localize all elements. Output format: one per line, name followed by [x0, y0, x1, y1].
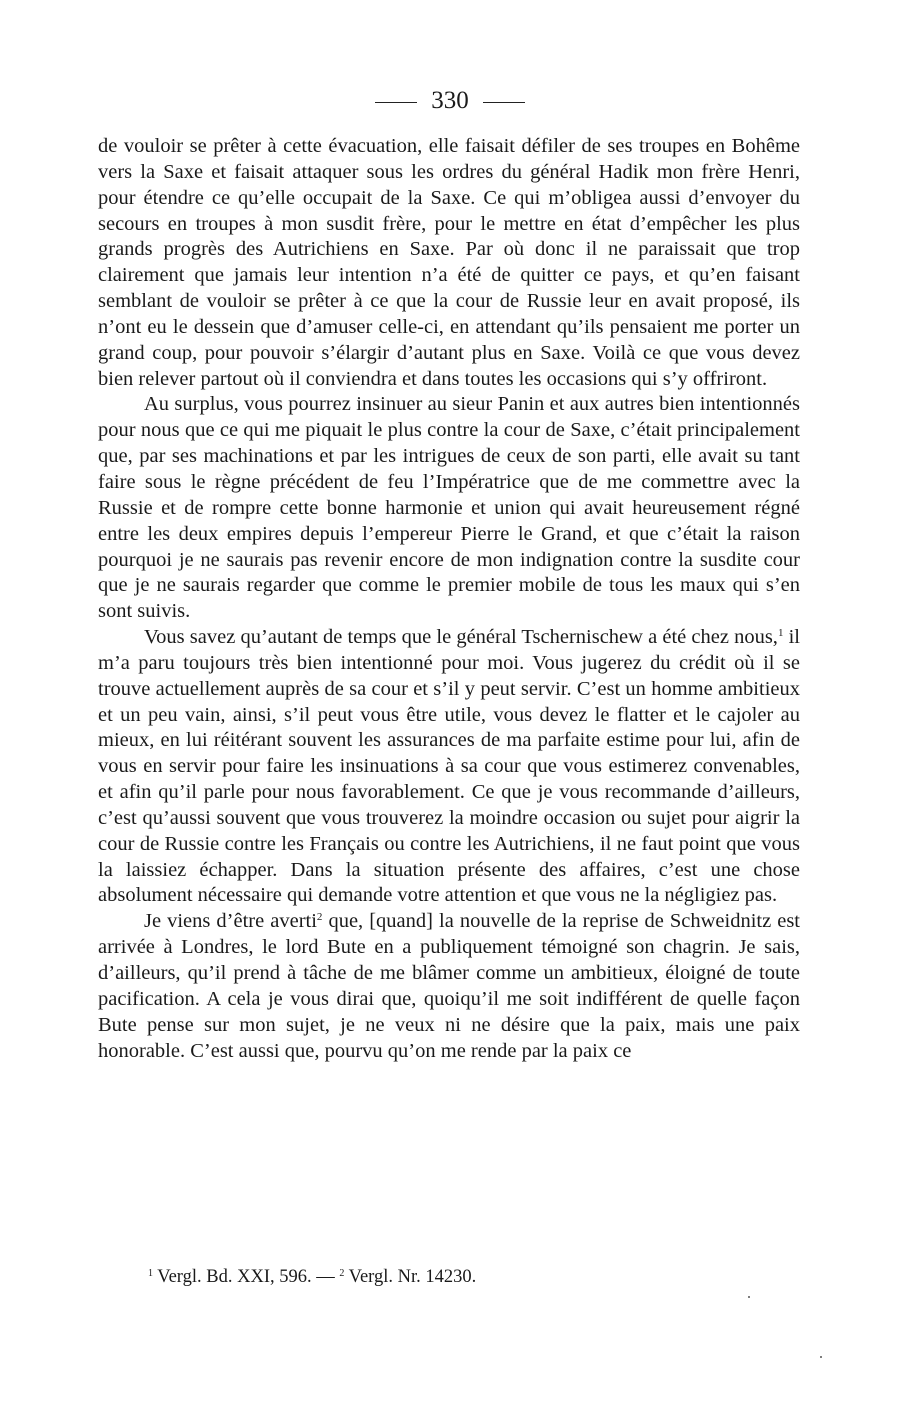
footnote-1-marker: 1 — [148, 1268, 153, 1279]
paragraph-text: Au surplus, vous pourrez insinuer au sieur Panin et aux autres bien intentionnés pour nous que ce qui me piquait le plus contre la cour de Saxe, c’était principalement que, par ses machinations et par les intrigues de ceux de son parti, elle avait su tant faire sous le règne précédent de feu l’Impératrice que de me commettre avec la Russie et de rompre cette bonne harmonie et union qui avait heureusement régné entre les deux empires depuis l’empereur Pierre le Grand, et que c’était la raison pourquoi je ne saurais pas revenir encore de mon indignation contre la susdite cour que je ne saurais regarder que comme le premier mobile de tous les maux qui s’en sont suivis. — [98, 393, 800, 623]
paragraph-text: il m’a paru toujours très bien intentionné pour moi. Vous jugerez du crédit où il se trouve actuellement auprès de sa cour et s’il y peut servir. C’est un homme ambitieux et un peu vain, ainsi, s’il peut vous être utile, vous devez le flatter et le cajoler au mieux, en lui réitérant souvent les assurances de ma parfaite estime pour lui, afin de vous en servir pour faire les insinuations à sa cour que vous estimerez convenables, et afin qu’il parle pour nous favorablement. Ce que je vous recommande d’ailleurs, c’est qu’aussi souvent que vous trouverez la moindre occasion ou sujet pour aigrir la cour de Russie contre les Français ou contre les Autrichiens, il ne faut point que vous la laissiez échapper. Dans la situation présente des affaires, c’est une chose absolument nécessaire qui demande votre attention et que vous ne la négligiez pas. — [98, 626, 800, 907]
footnotes — [148, 1265, 476, 1289]
header-right-rule — [483, 102, 525, 103]
paragraph — [98, 392, 800, 625]
paragraph-text: Je viens d’être averti — [144, 910, 317, 933]
paragraph-text: de vouloir se prêter à cette évacuation, elle faisait défiler de ses troupes en Bohême vers la Saxe et faisait attaquer sous les ordres du général Hadik mon frère Henri, pour étendre ce qu’elle occupait de la Saxe. Ce qui m’obligea aussi d’envoyer du secours en troupes à mon susdit frère, pour le mettre en état d’empêcher les plus grands progrès des Autrichiens en Saxe. Par où donc il ne paraissait que trop clairement que jamais leur intention n’a été de quitter ce pays, et qu’en faisant semblant de vouloir se prêter à ce que la cour de Russie leur en avait proposé, ils n’ont eu le dessein que d’amuser celle-ci, en attendant qu’ils pensaient me porter un grand coup, pour pouvoir s’élargir d’autant plus en Saxe. Voilà ce que vous devez bien relever partout où il conviendra et dans toutes les occasions qui s’y offriront. — [98, 135, 800, 390]
footnote-reference: 2 — [316, 911, 323, 924]
footnote-1-text: Vergl. Bd. XXI, 596. — [153, 1267, 312, 1287]
scan-speck — [748, 1296, 750, 1298]
footnote-separator: — — [311, 1267, 340, 1287]
paragraph — [98, 625, 800, 909]
footnote-2-text: Vergl. Nr. 14230. — [344, 1267, 477, 1287]
paragraph-text: que, [quand] la nouvelle de la reprise de Schweidnitz est arrivée à Londres, le lord Bute en a publiquement témoigné son chagrin. Je sais, d’ailleurs, qu’il prend à tâche de me blâmer comme un ambitieux, éloigné de toute pacification. A cela je vous dirai que, quoiqu’il me soit indifférent de quelle façon Bute pense sur mon sujet, je ne veux ni ne désire que la paix, mais une paix honorable. C’est aussi que, pourvu qu’on me rende par la paix ce — [98, 910, 800, 1062]
footnote-2-marker: 2 — [339, 1268, 345, 1279]
page-number: 330 — [431, 87, 469, 114]
header-left-rule — [375, 102, 417, 103]
paragraph — [98, 134, 800, 392]
paragraph — [98, 909, 800, 1064]
footnote-reference: 1 — [777, 627, 784, 640]
scan-speck — [820, 1356, 822, 1358]
page-header — [0, 86, 900, 116]
paragraph-text: Vous savez qu’autant de temps que le général Tschernischew a été chez nous, — [144, 626, 778, 649]
body-text — [98, 134, 800, 1064]
